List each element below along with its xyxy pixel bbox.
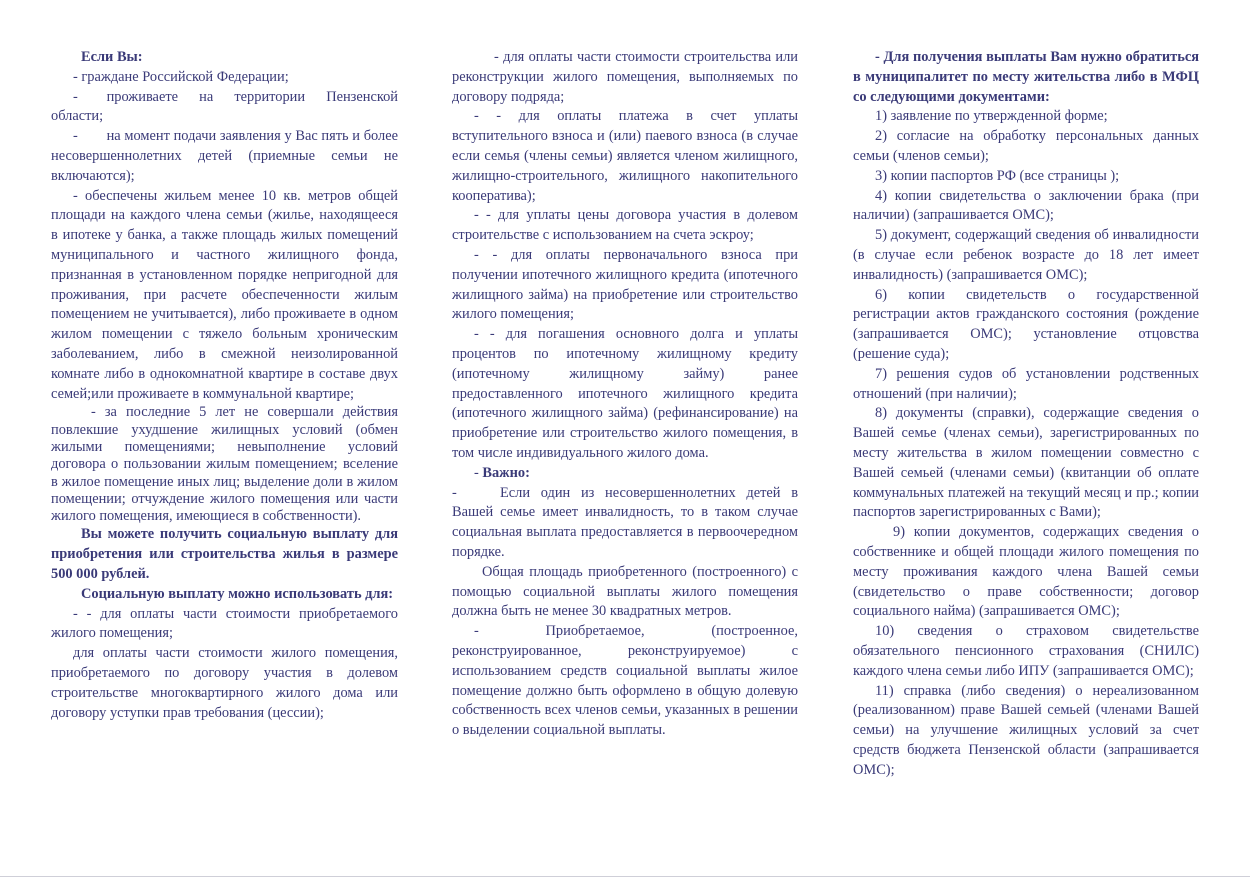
- documents-heading: - Для получения выплаты Вам нужно обратиться в муниципалитет по месту жительства либо в МФЦ со следующими документами:: [853, 49, 1199, 105]
- important-dash: -: [474, 464, 483, 481]
- condition-children: - на момент подачи заявления у Вас пять и более несовершеннолетних детей (приемные семьи не включаются);: [51, 128, 398, 184]
- doc-item-1: 1) заявление по утвержденной форме;: [875, 108, 1108, 125]
- condition-housing-area: - обеспечены жильем менее 10 кв. метров общей площади на каждого члена семьи (жилье, находящееся в ипотеке у банка, а также площадь жилых помещений муниципального и частного жилищного фонда, признанная в установленном порядке непригодной для проживания, при расчете обеспеченности жилым помещением не учитывается), либо проживаете в одном жилом помещении с тяжело больным хроническим заболеванием, либо в смежной неизолированной комнате либо в однокомнатной квартире в составе двух семей;или проживаете в коммунальной квартире;: [51, 187, 398, 402]
- column-left: [51, 48, 398, 723]
- doc-item-5: 5) документ, содержащий сведения об инвалидности (в случае если ребенок возрасте до 18 лет имеет инвалидность) (запрашивается ОМС);: [853, 227, 1199, 283]
- usage-purchase: - - для оплаты части стоимости приобретаемого жилого помещения;: [51, 605, 398, 642]
- doc-item-6: 6) копии свидетельств о государственной регистрации актов гражданского состояния (рождение (запрашивается ОМС); установление отцовства (решение суда);: [853, 286, 1199, 362]
- intro-heading: Если Вы:: [81, 49, 143, 65]
- bottom-divider: [0, 876, 1250, 877]
- priority-disability-note: - Если один из несовершеннолетних детей в Вашей семье имеет инвалидность, то в таком случае социальная выплата предоставляется в первоочередном порядке.: [452, 484, 798, 560]
- doc-item-10: 10) сведения о страховом свидетельстве обязательного пенсионного страхования (СНИЛС) каждого члена семьи либо ИПУ (запрашивается ОМС);: [853, 623, 1199, 679]
- minimum-area-note: Общая площадь приобретенного (построенного) с помощью социальной выплаты жилого помещения должна быть не менее 30 квадратных метров.: [452, 563, 798, 620]
- important-heading: [452, 464, 798, 484]
- usage-shared-construction: для оплаты части стоимости жилого помещения, приобретаемого по договору участия в долевом строительстве многоквартирного жилого дома или договору уступки прав требования (цессии);: [51, 645, 398, 721]
- column-right: [853, 48, 1199, 780]
- usage-cooperative-fee: - - для оплаты платежа в счет уплаты вступительного взноса и (или) паевого взноса (в случае если семья (члены семьи) является членом жилищного, жилищно-строительного, жилищного накопительного кооператива);: [452, 108, 798, 204]
- doc-item-3: 3) копии паспортов РФ (все страницы );: [875, 167, 1120, 184]
- payment-amount-statement: Вы можете получить социальную выплату для приобретения или строительства жилья в размере 500 000 рублей.: [51, 526, 398, 583]
- important-label: Важно:: [482, 464, 530, 481]
- shared-ownership-note: - Приобретаемое, (построенное, реконструированное, реконструируемое) с использованием средств социальной выплаты жилое помещение должно быть оформлено в общую долевую собственность всех членов семьи, указанных в решении о выделении социальной выплаты.: [452, 623, 798, 739]
- usage-heading: Социальную выплату можно использовать для:: [81, 585, 394, 602]
- condition-no-worsening: - за последние 5 лет не совершали действия повлекшие ухудшение жилищных условий (обмен жилыми помещениями; невыполнение условий договора о пользовании жилым помещением; вселение в жилое помещение иных лиц; выделение доли в жилом помещении; отчуждение жилого помещения или части жилого помещения, имеющиеся в собственности).: [51, 404, 398, 525]
- usage-down-payment: - - для оплаты первоначального взноса при получении ипотечного жилищного кредита (ипотечного жилищного займа) на приобретение или строительство жилого помещения;: [452, 246, 798, 323]
- doc-item-9: 9) копии документов, содержащих сведения о собственнике и общей площади жилого помещения по месту проживания каждого члена Вашей семьи (свидетельство о праве собственности; договор социального найма) (запрашивается ОМС);: [853, 524, 1199, 620]
- doc-item-8: 8) документы (справки), содержащие сведения о Вашей семье (членах семьи), зарегистрированных по месту жительства в жилом помещении совместно с Вашей семьей (членами семьи) (квитанции об оплате коммунальных платежей на текущий месяц и пр.; копии паспортов зарегистрированных с Вами);: [853, 405, 1199, 521]
- usage-escrow: - - для уплаты цены договора участия в долевом строительстве с использованием на счета эскроу;: [452, 207, 798, 244]
- doc-item-2: 2) согласие на обработку персональных данных семьи (членов семьи);: [853, 128, 1199, 164]
- column-middle: [452, 48, 798, 741]
- usage-mortgage-repayment: - - для погашения основного долга и уплаты процентов по ипотечному жилищному кредиту (ипотечному жилищному займу) ранее предоставленного ипотечного жилищного кредита (ипотечного жилищного займа) (рефинансирование) на приобретение или строительство жилого помещения, в том числе индивидуального жилого дома.: [452, 326, 798, 461]
- doc-item-11: 11) справка (либо сведения) о нереализованном (реализованном) праве Вашей семьей (членами Вашей семьи) на улучшение жилищных условий за счет средств бюджета Пензенской области (запрашивается ОМС);: [853, 682, 1199, 778]
- doc-item-7: 7) решения судов об установлении родственных отношений (при наличии);: [853, 365, 1199, 402]
- condition-residence: - проживаете на территории Пензенской области;: [51, 88, 398, 125]
- condition-citizenship: - граждане Российской Федерации;: [73, 68, 289, 85]
- usage-construction: - для оплаты части стоимости строительства или реконструкции жилого помещения, выполняемых по договору подряда;: [452, 49, 798, 105]
- doc-item-4: 4) копии свидетельства о заключении брака (при наличии) (запрашивается ОМС);: [853, 187, 1199, 224]
